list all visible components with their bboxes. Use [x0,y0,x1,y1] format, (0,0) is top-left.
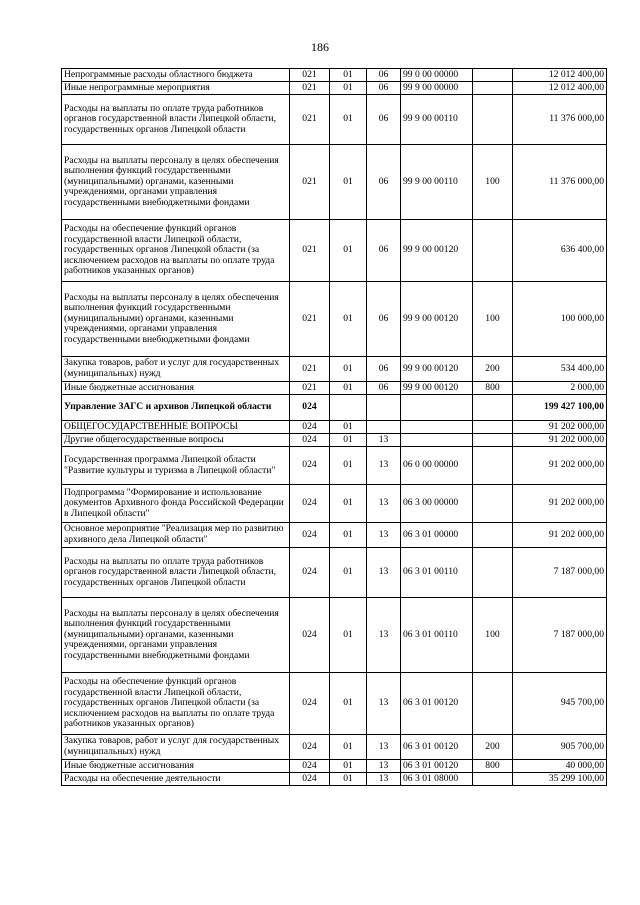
sum-cell: 534 400,00 [513,357,607,382]
section-cell: 01 [330,447,367,485]
table-row [62,773,607,786]
sum-cell: 35 299 100,00 [513,773,607,786]
expense-type-cell [473,82,513,95]
subsection-cell: 13 [367,447,401,485]
target-article-cell: 06 3 01 00110 [401,598,473,673]
table-row [62,548,607,598]
table-row [62,598,607,673]
sum-cell: 91 202 000,00 [513,421,607,434]
target-article-cell: 99 0 00 00000 [401,69,473,82]
section-cell: 01 [330,421,367,434]
row-name-cell: Расходы на выплаты персоналу в целях обеспечения выполнения функций государственными (муниципальными) органами, казенными учреждениями, органами управления государственными внебюджетными фондами [62,598,290,673]
section-cell: 01 [330,382,367,395]
target-article-cell: 99 9 00 00120 [401,382,473,395]
target-article-cell: 99 9 00 00000 [401,82,473,95]
subsection-cell: 06 [367,69,401,82]
section-cell: 01 [330,548,367,598]
section-cell: 01 [330,69,367,82]
subsection-cell: 06 [367,220,401,282]
budget-table-body [62,69,607,786]
subsection-cell: 06 [367,382,401,395]
table-row [62,434,607,447]
row-name-cell: Иные непрограммные мероприятия [62,82,290,95]
sum-cell: 11 376 000,00 [513,145,607,220]
row-name-cell: Иные бюджетные ассигнования [62,760,290,773]
subsection-cell: 13 [367,548,401,598]
row-name-cell: Расходы на обеспечение функций органов государственной власти Липецкой области, государственных органов Липецкой области (за исключением расходов на выплаты по оплате труда работников указанных органов) [62,673,290,735]
expense-type-cell: 100 [473,145,513,220]
admin-code-cell: 024 [290,447,330,485]
target-article-cell: 06 3 01 00120 [401,760,473,773]
table-row [62,282,607,357]
section-cell: 01 [330,357,367,382]
admin-code-cell: 021 [290,69,330,82]
expense-type-cell [473,421,513,434]
row-name-cell: Закупка товаров, работ и услуг для государственных (муниципальных) нужд [62,357,290,382]
table-row [62,523,607,548]
admin-code-cell: 021 [290,95,330,145]
subsection-cell: 13 [367,773,401,786]
target-article-cell: 99 9 00 00110 [401,95,473,145]
section-cell: 01 [330,282,367,357]
table-row [62,421,607,434]
sum-cell: 100 000,00 [513,282,607,357]
budget-table [61,68,607,786]
target-article-cell: 06 3 01 00120 [401,673,473,735]
table-row [62,82,607,95]
section-cell: 01 [330,773,367,786]
admin-code-cell: 021 [290,145,330,220]
sum-cell: 7 187 000,00 [513,548,607,598]
expense-type-cell: 100 [473,598,513,673]
target-article-cell: 99 9 00 00120 [401,220,473,282]
subsection-cell: 06 [367,357,401,382]
target-article-cell: 06 3 01 08000 [401,773,473,786]
table-row [62,69,607,82]
section-cell: 01 [330,523,367,548]
expense-type-cell [473,69,513,82]
row-name-cell: Подпрограмма "Формирование и использование документов Архивного фонда Российской Федерации в Липецкой области" [62,485,290,523]
expense-type-cell [473,447,513,485]
table-row [62,485,607,523]
table-row [62,220,607,282]
expense-type-cell: 200 [473,357,513,382]
target-article-cell: 99 9 00 00110 [401,145,473,220]
subsection-cell: 13 [367,523,401,548]
section-cell: 01 [330,82,367,95]
target-article-cell [401,395,473,421]
row-name-cell: Расходы на обеспечение деятельности [62,773,290,786]
subsection-cell: 13 [367,485,401,523]
section-cell: 01 [330,673,367,735]
target-article-cell: 06 0 00 00000 [401,447,473,485]
section-cell: 01 [330,598,367,673]
sum-cell: 636 400,00 [513,220,607,282]
table-row [62,95,607,145]
subsection-cell: 13 [367,434,401,447]
subsection-cell: 06 [367,82,401,95]
expense-type-cell [473,773,513,786]
section-cell: 01 [330,485,367,523]
admin-code-cell: 021 [290,357,330,382]
admin-code-cell: 024 [290,485,330,523]
row-name-cell: Расходы на обеспечение функций органов государственной власти Липецкой области, государственных органов Липецкой области (за исключением расходов на выплаты по оплате труда работников указанных органов) [62,220,290,282]
table-row [62,673,607,735]
section-cell: 01 [330,220,367,282]
row-name-cell: Расходы на выплаты по оплате труда работников органов государственной власти Липецкой области, государственных органов Липецкой области [62,548,290,598]
subsection-cell: 13 [367,673,401,735]
section-cell [330,395,367,421]
expense-type-cell: 800 [473,760,513,773]
admin-code-cell: 024 [290,548,330,598]
row-name-cell: Расходы на выплаты персоналу в целях обеспечения выполнения функций государственными (муниципальными) органами, казенными учреждениями, органами управления государственными внебюджетными фондами [62,282,290,357]
target-article-cell: 06 3 00 00000 [401,485,473,523]
admin-code-cell: 024 [290,735,330,760]
expense-type-cell [473,485,513,523]
target-article-cell: 99 9 00 00120 [401,282,473,357]
expense-type-cell [473,523,513,548]
target-article-cell: 06 3 01 00000 [401,523,473,548]
admin-code-cell: 024 [290,395,330,421]
admin-code-cell: 024 [290,760,330,773]
admin-code-cell: 024 [290,673,330,735]
admin-code-cell: 021 [290,220,330,282]
admin-code-cell: 024 [290,598,330,673]
row-name-cell: Государственная программа Липецкой области "Развитие культуры и туризма в Липецкой области" [62,447,290,485]
row-name-cell: Управление ЗАГС и архивов Липецкой области [62,395,290,421]
sum-cell: 199 427 100,00 [513,395,607,421]
section-cell: 01 [330,95,367,145]
row-name-cell: Расходы на выплаты персоналу в целях обеспечения выполнения функций государственными (муниципальными) органами, казенными учреждениями, органами управления государственными внебюджетными фондами [62,145,290,220]
admin-code-cell: 021 [290,282,330,357]
expense-type-cell [473,673,513,735]
sum-cell: 7 187 000,00 [513,598,607,673]
subsection-cell: 06 [367,145,401,220]
expense-type-cell: 800 [473,382,513,395]
section-cell: 01 [330,760,367,773]
table-row [62,735,607,760]
subsection-cell [367,395,401,421]
sum-cell: 12 012 400,00 [513,82,607,95]
sum-cell: 945 700,00 [513,673,607,735]
expense-type-cell [473,95,513,145]
subsection-cell: 13 [367,598,401,673]
row-name-cell: Непрограммные расходы областного бюджета [62,69,290,82]
row-name-cell: Иные бюджетные ассигнования [62,382,290,395]
table-row [62,447,607,485]
sum-cell: 40 000,00 [513,760,607,773]
row-name-cell: Основное мероприятие "Реализация мер по развитию архивного дела Липецкой области" [62,523,290,548]
section-cell: 01 [330,735,367,760]
row-name-cell: Закупка товаров, работ и услуг для государственных (муниципальных) нужд [62,735,290,760]
subsection-cell: 06 [367,282,401,357]
subsection-cell: 13 [367,735,401,760]
section-cell: 01 [330,434,367,447]
target-article-cell [401,434,473,447]
page-number: 186 [311,40,329,54]
sum-cell: 2 000,00 [513,382,607,395]
admin-code-cell: 024 [290,434,330,447]
subsection-cell: 06 [367,95,401,145]
admin-code-cell: 024 [290,421,330,434]
subsection-cell: 13 [367,760,401,773]
target-article-cell: 06 3 01 00120 [401,735,473,760]
expense-type-cell: 100 [473,282,513,357]
expense-type-cell [473,395,513,421]
row-name-cell: Другие общегосударственные вопросы [62,434,290,447]
table-row [62,760,607,773]
sum-cell: 91 202 000,00 [513,434,607,447]
section-cell: 01 [330,145,367,220]
target-article-cell: 99 9 00 00120 [401,357,473,382]
sum-cell: 12 012 400,00 [513,69,607,82]
expense-type-cell: 200 [473,735,513,760]
sum-cell: 91 202 000,00 [513,523,607,548]
table-row [62,145,607,220]
table-row [62,395,607,421]
row-name-cell: Расходы на выплаты по оплате труда работников органов государственной власти Липецкой области, государственных органов Липецкой области [62,95,290,145]
target-article-cell [401,421,473,434]
expense-type-cell [473,434,513,447]
target-article-cell: 06 3 01 00110 [401,548,473,598]
sum-cell: 11 376 000,00 [513,95,607,145]
sum-cell: 91 202 000,00 [513,447,607,485]
expense-type-cell [473,548,513,598]
table-row [62,357,607,382]
sum-cell: 91 202 000,00 [513,485,607,523]
admin-code-cell: 021 [290,382,330,395]
row-name-cell: ОБЩЕГОСУДАРСТВЕННЫЕ ВОПРОСЫ [62,421,290,434]
sum-cell: 905 700,00 [513,735,607,760]
admin-code-cell: 024 [290,523,330,548]
table-row [62,382,607,395]
subsection-cell [367,421,401,434]
admin-code-cell: 021 [290,82,330,95]
admin-code-cell: 024 [290,773,330,786]
expense-type-cell [473,220,513,282]
